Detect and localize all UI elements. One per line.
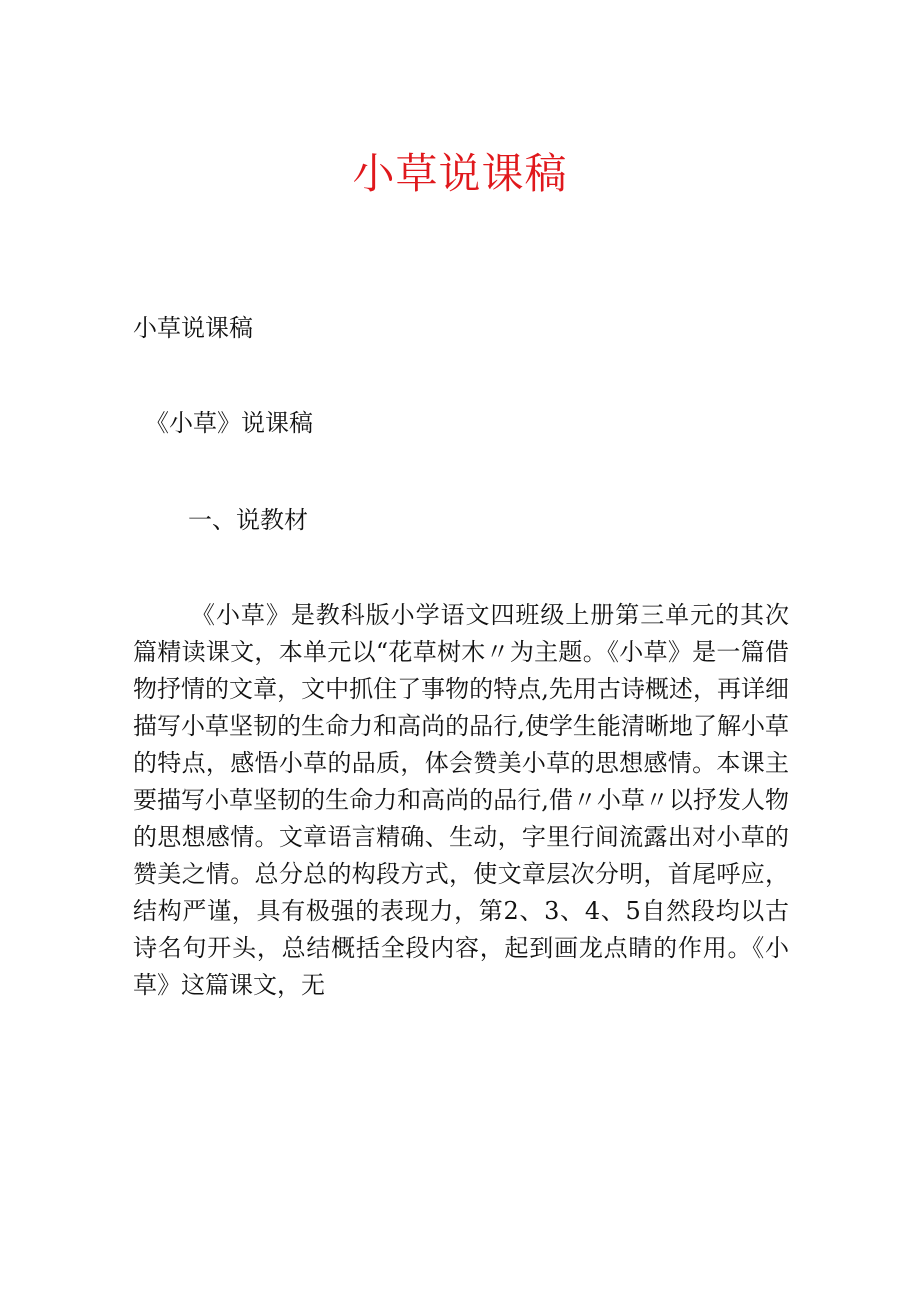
- body-paragraph: 《小草》是教科版小学语文四班级上册第三单元的其次篇精读课文，本单元以“花草树木〃为主题。《小草》是一篇借物抒情的文章，文中抓住了事物的特点,先用古诗概述，再详细描写小草坚韧的生命力和高尚的品行,使学生能清晰地了解小草的特点，感悟小草的品质，体会赞美小草的思想感情。本课主要描写小草坚韧的生命力和高尚的品行,借〃小草〃以抒发人物的思想感情。文章语言精确、生动，字里行间流露出对小草的赞美之情。总分总的构段方式，使文章层次分明，首尾呼应，结构严谨，具有极强的表现力，第2、3、4、5自然段均以古诗名句开头，总结概括全段内容，起到画龙点睛的作用。《小草》这篇课文，无: [133, 601, 789, 999]
- document-subtitle: 小草说课稿: [133, 314, 253, 342]
- document-title: 小草说课稿: [352, 149, 568, 198]
- lesson-title: 《小草》说课稿: [145, 409, 313, 437]
- section-heading: 一、说教材: [188, 506, 308, 534]
